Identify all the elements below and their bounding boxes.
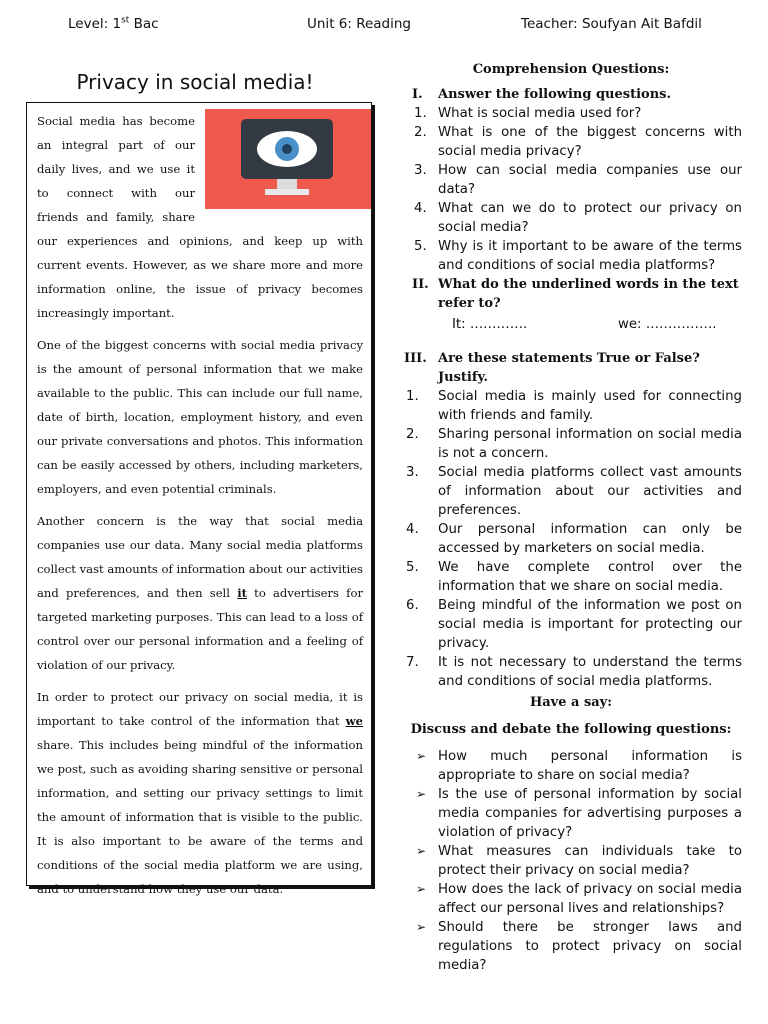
- level-label: Level: 1st Bac: [68, 15, 159, 32]
- list-item: ➢ How much personal information is appropriate to share on social media?: [416, 749, 742, 783]
- section-3-list: [400, 387, 742, 691]
- list-item: ➢ Should there be stronger laws and regulations to protect privacy on social media?: [416, 920, 742, 973]
- unit-label: Unit 6: Reading: [307, 16, 411, 32]
- list-item: 7. It is not necessary to understand the terms and conditions of social media platforms.: [406, 655, 742, 689]
- reading-passage: [26, 102, 372, 896]
- list-item: 2. What is one of the biggest concerns with social media privacy?: [414, 125, 742, 159]
- list-item: 3. How can social media companies use our data?: [414, 163, 742, 197]
- list-item: ➢ Is the use of personal information by social media companies for advertising purposes a violation of privacy?: [416, 787, 742, 840]
- arrow-bullet-icon: ➢: [416, 882, 427, 896]
- eye-icon: [257, 131, 317, 167]
- teacher-label: Teacher: Soufyan Ait Bafdil: [521, 16, 702, 32]
- list-item: 5. Why is it important to be aware of the terms and conditions of social media platforms?: [414, 239, 742, 273]
- arrow-bullet-icon: ➢: [416, 844, 427, 858]
- section-1-list: [400, 104, 742, 275]
- list-item: 5. We have complete control over the information that we share on social media.: [406, 560, 742, 594]
- discuss-heading: Discuss and debate the following questions:: [410, 722, 732, 737]
- list-item: ➢ How does the lack of privacy on social media affect our personal lives and relationships?: [416, 882, 742, 916]
- underlined-word-we: we: [345, 714, 363, 728]
- eye-on-monitor-icon: [241, 119, 333, 179]
- blank-it: It: ………….: [452, 317, 528, 332]
- underlined-words-blanks: [400, 315, 742, 339]
- paragraph-2: One of the biggest concerns with social media privacy is the amount of personal information that we make available to the public. This can include our full name, date of birth, location, employment history, and even our private conversations and photos. This information can be easily accessed by others, including marketers, employers, and even potential criminals.: [37, 338, 363, 496]
- list-item: 4. Our personal information can only be accessed by marketers on social media.: [406, 522, 742, 556]
- section-3-heading: III. Are these statements True or False? Justify.: [404, 351, 700, 385]
- list-item: 3. Social media platforms collect vast amounts of information about our activities and preferences.: [406, 465, 742, 518]
- blank-we: we: …………….: [618, 317, 717, 332]
- section-1-heading: I. Answer the following questions.: [412, 87, 671, 102]
- have-a-say-heading: Have a say:: [529, 695, 613, 710]
- privacy-illustration: [205, 109, 371, 209]
- list-item: 2. Sharing personal information on social media is not a concern.: [406, 427, 742, 461]
- underlined-word-it: it: [237, 586, 247, 600]
- page-title: Privacy in social media!: [76, 70, 314, 94]
- page-header: [0, 16, 768, 36]
- discussion-list: [400, 747, 742, 975]
- arrow-bullet-icon: ➢: [416, 787, 427, 801]
- paragraph-1: Social media has become an integral part of our daily lives, and we use it to connect with our friends and family, share our experiences and opinions, and keep up with current events. However, as we share more and more information online, the issue of privacy becomes increasingly important.: [37, 109, 363, 325]
- comprehension-heading: Comprehension Questions:: [472, 62, 670, 77]
- section-2-heading: II. What do the underlined words in the text refer to?: [412, 277, 739, 311]
- list-item: 4. What can we do to protect our privacy on social media?: [414, 201, 742, 235]
- paragraph-3: Another concern is the way that social media companies use our data. Many social media platforms collect vast amounts of information about our activities and preferences, and then sell it to advertisers for targeted marketing purposes. This can lead to a loss of control over our personal information and a feeling of violation of our privacy.: [37, 514, 363, 672]
- paragraph-4: In order to protect our privacy on social media, it is important to take control of the information that we share. This includes being mindful of the information we post, such as avoiding sharing sensitive or personal information, and setting our privacy settings to limit the amount of information that is visible to the public. It is also important to be aware of the terms and conditions of the social media platform we are using, and to understand how they use our data.: [37, 690, 363, 896]
- list-item: ➢ What measures can individuals take to protect their privacy on social media?: [416, 844, 742, 878]
- list-item: 1. Social media is mainly used for connecting with friends and family.: [406, 389, 742, 423]
- list-item: 6. Being mindful of the information we post on social media is important for protecting our privacy.: [406, 598, 742, 651]
- questions-column: [400, 60, 742, 975]
- list-item: 1. What is social media used for?: [414, 106, 642, 121]
- arrow-bullet-icon: ➢: [416, 749, 427, 763]
- arrow-bullet-icon: ➢: [416, 920, 427, 934]
